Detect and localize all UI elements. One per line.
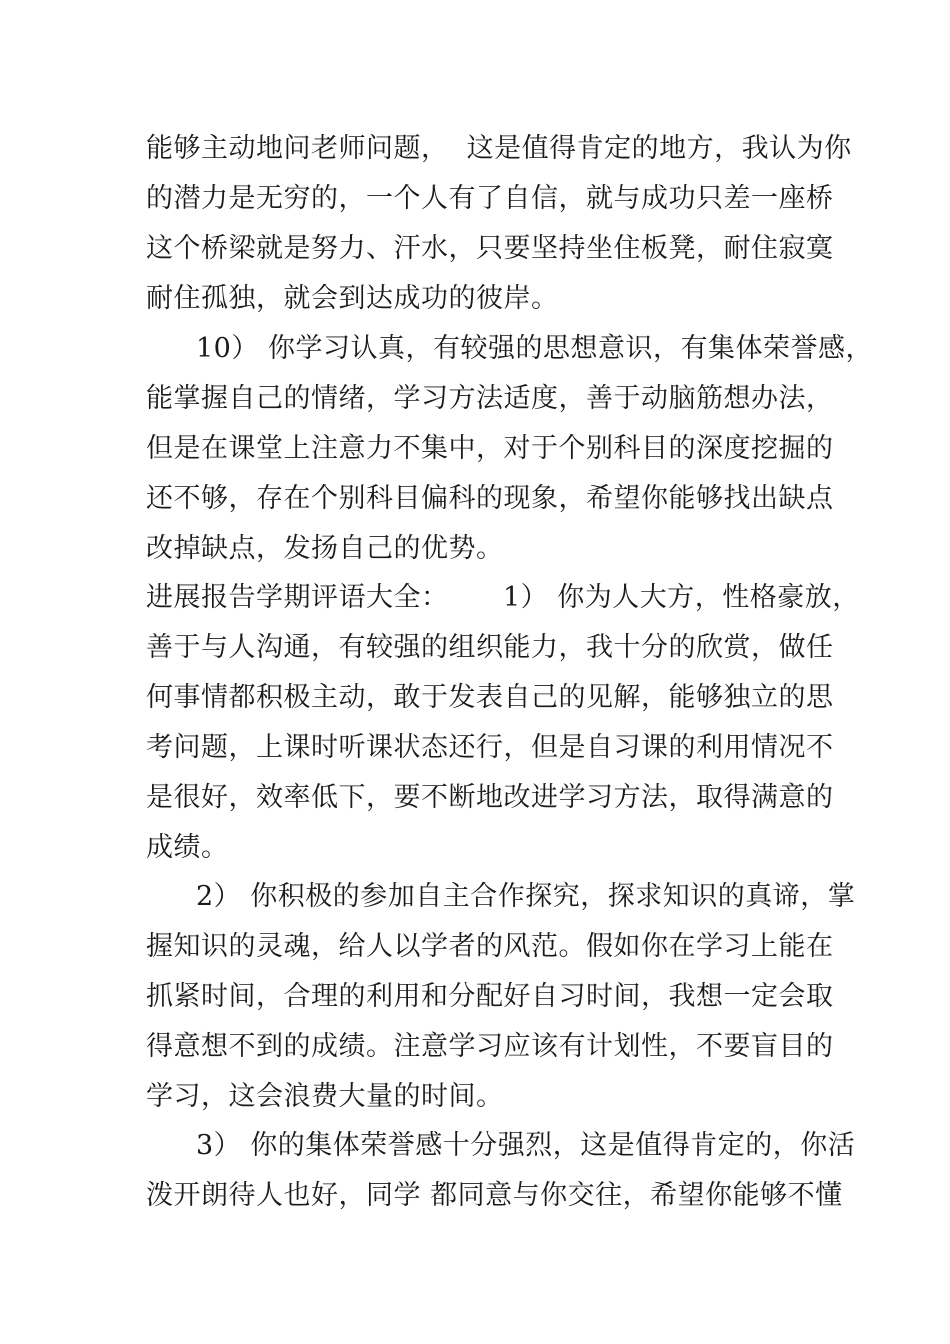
text-line: 3） 你的集体荣誉感十分强烈，这是值得肯定的，你活: [196, 1130, 856, 1161]
text-line: 的潜力是无穷的，一个人有了自信，就与成功只差一座桥: [146, 183, 834, 214]
text-line: 但是在课堂上注意力不集中，对于个别科目的深度挖掘的: [146, 433, 834, 464]
text-line: 得意想不到的成绩。注意学习应该有计划性，不要盲目的: [146, 1031, 834, 1062]
section-heading-line: 进展报告学期评语大全： 1） 你为人大方，性格豪放，: [146, 582, 860, 613]
text-line: 2） 你积极的参加自主合作探究，探求知识的真谛，掌: [196, 881, 856, 912]
text-line: 学习，这会浪费大量的时间。: [146, 1081, 504, 1112]
text-line: 还不够，存在个别科目偏科的现象，希望你能够找出缺点: [146, 483, 834, 514]
text-line: 改掉缺点，发扬自己的优势。: [146, 533, 504, 564]
text-line: 10） 你学习认真，有较强的思想意识，有集体荣誉感，: [196, 333, 873, 364]
text-line: 耐住孤独，就会到达成功的彼岸。: [146, 283, 559, 314]
text-line: 能掌握自己的情绪，学习方法适度，善于动脑筋想办法，: [146, 383, 834, 414]
text-line: 这个桥梁就是努力、汗水，只要坚持坐住板凳，耐住寂寞: [146, 233, 834, 264]
text-line: 是很好，效率低下，要不断地改进学习方法，取得满意的: [146, 782, 834, 813]
text-line: 泼开朗待人也好，同学 都同意与你交往，希望你能够不懂: [146, 1180, 843, 1211]
text-line: 抓紧时间，合理的利用和分配好自习时间，我想一定会取: [146, 981, 834, 1012]
text-line: 善于与人沟通，有较强的组织能力，我十分的欣赏，做任: [146, 632, 834, 663]
text-line: 能够主动地问老师问题， 这是值得肯定的地方，我认为你: [146, 133, 852, 164]
text-line: 成绩。: [146, 832, 229, 863]
text-line: 何事情都积极主动，敢于发表自己的见解，能够独立的思: [146, 682, 834, 713]
text-line: 握知识的灵魂，给人以学者的风范。假如你在学习上能在: [146, 931, 834, 962]
text-line: 考问题，上课时听课状态还行，但是自习课的利用情况不: [146, 732, 834, 763]
